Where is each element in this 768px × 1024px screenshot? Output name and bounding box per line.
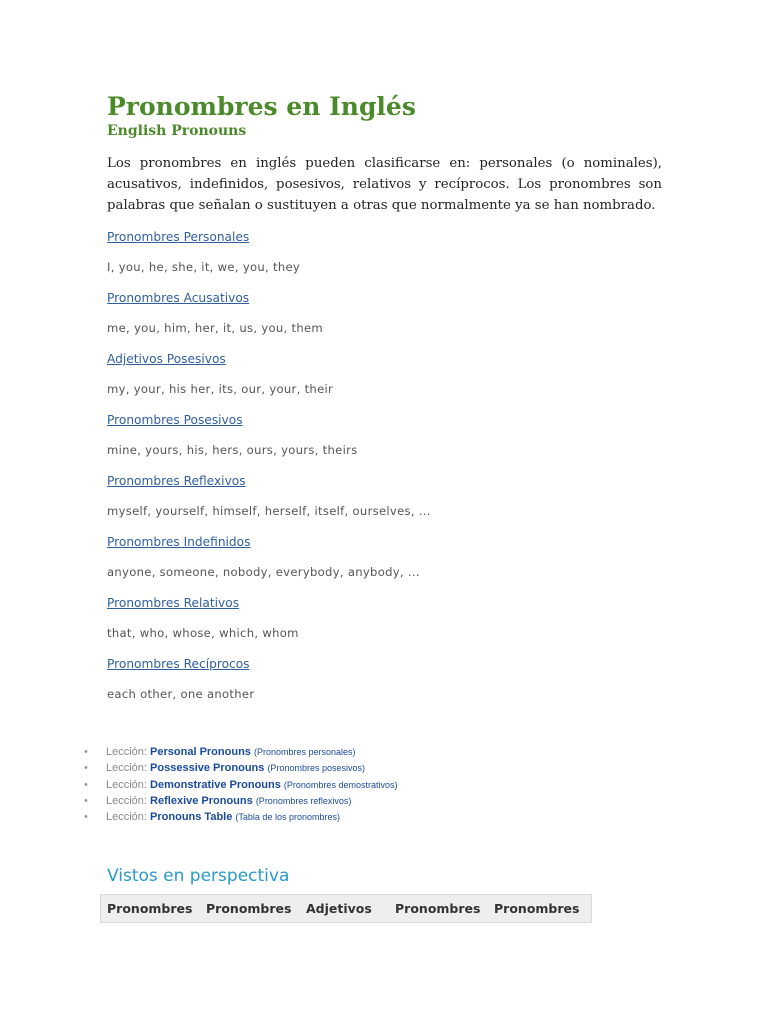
bullet-icon: • <box>84 811 88 824</box>
section-reflexivos <box>107 472 662 519</box>
section-text-adjetivos-posesivos: my, your, his her, its, our, your, their <box>107 382 334 396</box>
lesson-link-demonstrative-pronouns[interactable]: Demonstrative Pronouns <box>150 778 281 791</box>
bullet-icon: • <box>84 762 88 775</box>
bullet-icon: • <box>84 746 88 758</box>
section-reciprocos <box>107 655 662 702</box>
section-text-reflexivos: myself, yourself, himself, herself, itself, ourselves, ... <box>107 504 431 518</box>
lesson-prefix: Lección: <box>106 811 147 824</box>
lesson-link-personal-pronouns[interactable]: Personal Pronouns <box>150 746 251 758</box>
section-acusativos <box>107 289 662 336</box>
section-link-acusativos[interactable]: Pronombres Acusativos <box>107 291 250 305</box>
lesson-link-pronouns-table[interactable]: Pronouns Table <box>150 811 233 824</box>
section-text-indefinidos: anyone, someone, nobody, everybody, anybody, ... <box>107 565 420 579</box>
section-link-posesivos[interactable]: Pronombres Posesivos <box>107 413 243 427</box>
table-header-cell: Adjetivos <box>306 901 372 916</box>
lesson-prefix: Lección: <box>106 778 147 791</box>
section-list <box>107 228 662 702</box>
section-link-indefinidos[interactable]: Pronombres Indefinidos <box>107 535 251 549</box>
lesson-prefix: Lección: <box>106 746 147 758</box>
lesson-link-reflexive-pronouns[interactable]: Reflexive Pronouns <box>150 794 253 807</box>
lesson-prefix: Lección: <box>106 794 147 807</box>
section-adjetivos-posesivos <box>107 350 662 397</box>
table-header-cell: Pronombres <box>395 901 481 916</box>
section-link-reciprocos[interactable]: Pronombres Recíprocos <box>107 657 250 671</box>
list-item <box>84 777 397 793</box>
section-link-adjetivos-posesivos[interactable]: Adjetivos Posesivos <box>107 352 226 366</box>
document-body <box>107 92 662 716</box>
lesson-link-possessive-pronouns[interactable]: Possessive Pronouns <box>150 762 265 775</box>
bullet-icon: • <box>84 794 88 807</box>
bullet-icon: • <box>84 778 88 791</box>
lesson-prefix: Lección: <box>106 762 147 775</box>
section-indefinidos <box>107 533 662 580</box>
perspective-heading: Vistos en perspectiva <box>107 866 290 886</box>
section-relativos <box>107 594 662 641</box>
list-item <box>84 760 397 776</box>
section-text-personales: I, you, he, she, it, we, you, they <box>107 260 301 274</box>
lesson-note: (Pronombres posesivos) <box>267 763 365 774</box>
table-header-cell: Pronombres <box>107 901 193 916</box>
section-link-relativos[interactable]: Pronombres Relativos <box>107 596 240 610</box>
pronouns-table-header <box>100 894 592 923</box>
section-personales <box>107 228 662 275</box>
section-text-posesivos: mine, yours, his, hers, ours, yours, theirs <box>107 443 358 457</box>
list-item <box>84 744 397 760</box>
lesson-list <box>84 744 397 825</box>
section-text-acusativos: me, you, him, her, it, us, you, them <box>107 321 324 335</box>
section-text-relativos: that, who, whose, which, whom <box>107 626 299 640</box>
table-header-cell: Pronombres <box>494 901 580 916</box>
list-item <box>84 793 397 809</box>
lesson-note: (Pronombres demostrativos) <box>283 779 398 790</box>
page-title: Pronombres en Inglés <box>107 92 416 121</box>
section-link-personales[interactable]: Pronombres Personales <box>107 230 250 244</box>
intro-paragraph: Los pronombres en inglés pueden clasificarse en: personales (o nominales), acusativos, indefinidos, posesivos, relativos y recíprocos. Los pronombres son palabras que señalan o sustituyen a otras que normalmente ya se han nombrado. <box>107 156 662 213</box>
section-posesivos <box>107 411 662 458</box>
section-link-reflexivos[interactable]: Pronombres Reflexivos <box>107 474 246 488</box>
table-header-cell: Pronombres <box>206 901 292 916</box>
lesson-note: (Tabla de los pronombres) <box>235 812 340 823</box>
page-subtitle: English Pronouns <box>107 123 247 139</box>
lesson-note: (Pronombres reflexivos) <box>255 795 352 806</box>
lesson-note: (Pronombres personales) <box>253 747 356 757</box>
section-text-reciprocos: each other, one another <box>107 687 255 701</box>
list-item <box>84 809 397 825</box>
